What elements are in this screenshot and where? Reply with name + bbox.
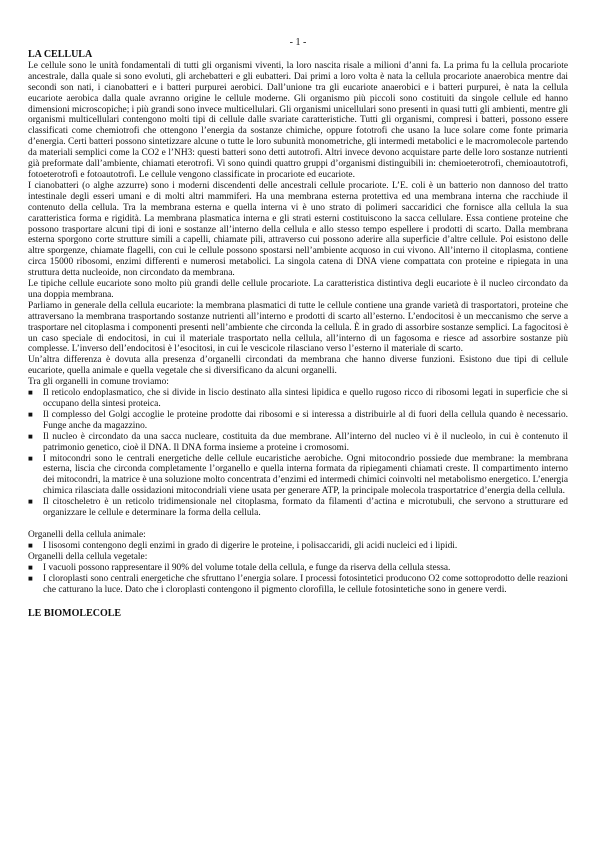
- animal-organelles-list: [28, 541, 568, 552]
- list-item-text: Il reticolo endoplasmatico, che si divide in liscio destinato alla sintesi lipidica e quello rugoso ricco di ribosomi legati in superficie che si occupano della sintesi proteica.: [43, 388, 568, 409]
- list-item-text: Il citoscheletro è un reticolo tridimensionale nel citoplasma, formato da filamenti d’actina e microtubuli, che servono a strutturare ed organizzare le cellule e determinare la forma della cellula.: [43, 497, 568, 519]
- list-item: [28, 497, 568, 519]
- animal-organelles-heading: Organelli della cellula animale:: [28, 529, 146, 540]
- paragraph-procariote: I cianobatteri (o alghe azzurre) sono i moderni discendenti delle ancestrali cellule procariote. L’E. coli è un batterio non dannoso del tratto intestinale degli esseri umani e di molti altri mammiferi. Ha una membrana esterna protettiva ed una membrana interna che racchiude il contenuto della cellula. Tra la membrana esterna e quella interna vi è uno strato di polimeri saccaridici che fornisce alla cellula la sua caratteristica forma e rigidità. La membrana plasmatica interna e gli strati esterni costituiscono la sacca cellulare. Essa contiene proteine che possono trasportare alcuni tipi di ioni e sostanze all’interno della cellula e allo stesso tempo espellere i prodotti di scarto. Dalla membrana esterna sporgono corte strutture simili a capelli, chiamate pili, attraverso cui possono aderire alla superficie d’altre cellule. Poi esistono delle altre sporgenze, chiamate flagelli, con cui le cellule possono spostarsi nell’ambiente acquoso in cui vivono. All’interno il citoplasma, contiene circa 15000 ribosomi, enzimi differenti e numerosi metabolici. La singola catena di DNA viene compattata con proteine e ripiegata in una struttura detta nucleoide, non circondato da membrana.: [28, 180, 568, 279]
- bullet-icon: ■: [28, 540, 33, 550]
- list-item: [28, 574, 568, 596]
- plant-organelles-list: [28, 563, 568, 596]
- list-item: [28, 454, 568, 498]
- bullet-icon: ■: [28, 431, 33, 441]
- common-organelles-list: [28, 388, 568, 519]
- page-content: [28, 50, 568, 620]
- list-item: [28, 388, 568, 410]
- list-item-text: Il complesso del Golgi accoglie le proteine prodotte dai ribosomi e si interessa a distribuirle al di fuori della cellula quando è necessario. Funge anche da magazzino.: [43, 409, 568, 431]
- section-title: LA CELLULA: [28, 49, 93, 60]
- list-item: [28, 563, 568, 574]
- list-item-text: Il nucleo è circondato da una sacca nucleare, costituita da due membrane. All’interno del nucleo vi è il nucleolo, in cui è contenuto il patrimonio genetico, cioè il DNA. Il DNA forma insieme a proteine i cromosomi.: [43, 431, 568, 453]
- list-item-text: I cloroplasti sono centrali energetiche che sfruttano l’energia solare. I processi fotosintetici producono O2 come sottoprodotto delle reazioni che catturano la luce. Dato che i cloroplasti contengono il pigmento clorofilla, le cellule fotosintetiche sono in genere verdi.: [43, 573, 568, 595]
- bullet-icon: ■: [28, 497, 33, 507]
- list-item-text: I vacuoli possono rappresentare il 90% del volume totale della cellula, e funge da riserva della cellula stessa.: [43, 562, 451, 573]
- list-item: [28, 432, 568, 454]
- list-item: [28, 541, 568, 552]
- paragraph-organelli: Un’altra differenza è dovuta alla presenza d’organelli circondati da membrana che hanno diverse funzioni. Esistono due tipi di cellule eucariote, quella animale e quella vegetale che si diversificano da alcuni organelli.: [28, 355, 568, 377]
- bullet-icon: ■: [28, 453, 33, 463]
- paragraph-membrana: Parliamo in generale della cellula eucariote: la membrana plasmatici di tutte le cellule contiene una grande varietà di trasportatori, proteine che attraversano la membrana trasportando sostanze nutrienti all’interno e prodotti di scarto all’esterno. L’endocitosi è un meccanismo che serve a trasportare nel citoplasma i componenti presenti nell’ambiente che circonda la cellula. È in grado di assorbire sostanze semplici. La fagocitosi è un caso speciale di endocitosi, in cui il materiale trasportato nella cellula, all’interno di un fagosoma e riesce ad assorbire sostanze più complesse. L’inverso dell’endocitosi è l’esocitosi, in cui le vescicole rilasciano verso l’esterno il materiale di scarto.: [28, 300, 568, 355]
- list-item-text: I mitocondri sono le centrali energetiche delle cellule eucaristiche aerobiche. Ogni mitocondrio possiede due membrane: la membrana esterna, liscia che circonda completamente l’organello e quella interna formata da ripiegamenti chiamati creste. Il compartimento interno dei mitocondri, la matrice è una soluzione molto concentrata d’enzimi ed intermedi chimici coinvolti nel metabolismo energetico. L’energia chimica rilasciata dalle ossidazioni mitocondriali viene usata per generare ATP, la principale molecola trasportatrice d’energia della cellula.: [43, 453, 568, 497]
- bullet-icon: ■: [28, 562, 33, 572]
- section-title-biomolecole: LE BIOMOLECOLE: [28, 608, 122, 620]
- spacer: [28, 519, 568, 530]
- list-item-text: I lisosomi contengono degli enzimi in grado di digerire le proteine, i polisaccaridi, gli acidi nucleici ed i lipidi.: [43, 540, 458, 551]
- bullet-icon: ■: [28, 573, 33, 583]
- bullet-icon: ■: [28, 409, 33, 419]
- paragraph-eucariote: Le tipiche cellule eucariote sono molto più grandi delle cellule procariote. La caratteristica distintiva degli eucariote è il nucleo circondato da una doppia membrana.: [28, 279, 568, 300]
- paragraph-intro: Le cellule sono le unità fondamentali di tutti gli organismi viventi, la loro nascita risale a milioni d’anni fa. La prima fu la cellula procariote ancestrale, dalla quale si sono evoluti, gli archebatteri e gli eubatteri. Dai primi a loro volta è nata la cellula procariote anaerobica mentre dai secondi son nati, i cianobatteri e i batteri purpurei aerobici. Dall’unione tra gli eucariote anaerobici e i batteri purpurei, è nata la cellula eucariote aerobica dalla quale avranno origine le cellule moderne. Gli organismo più piccoli sono costituiti da singole cellule ed hanno dimensioni microscopiche; i più grandi sono invece multicellulari. Gli organismi unicellulari sono presenti in quasi tutti gli ambienti, mentre gli organismi multicellulari contengono molti tipi di cellule dalle svariate caratteristiche. Tutti gli organismi, compresi i batteri, possono essere classificati come chemiotrofi che ottengono l’energia da sostanze chimiche, oppure fototrofi che usano la luce solare come fonte primaria d’energia. Certi batteri possono sintetizzare alcune o tutte le loro subunità monometriche, gli intermedi metabolici e le macromolecole partendo da materiali semplici come la CO2 e l’NH3: questi batteri sono detti autotrofi. Altri invece devono acquistare parte delle loro sostanze nutrienti già preformate dall’ambiente, chiamati eterotrofi. Vi sono quindi quattro gruppi d’organismi distinguibili in: chemioeterotrofi, chemioautotrofi, fotoeterotrofi e fotoautotrofi. Le cellule vengono classificate in procariote ed eucariote.: [28, 60, 568, 180]
- bullet-icon: ■: [28, 388, 33, 398]
- document-page: [28, 0, 568, 842]
- page-number: - 1 -: [289, 37, 307, 48]
- paragraph-organelli-intro: Tra gli organelli in comune troviamo:: [28, 377, 169, 388]
- plant-organelles-heading: Organelli della cellula vegetale:: [28, 551, 148, 562]
- list-item: [28, 410, 568, 432]
